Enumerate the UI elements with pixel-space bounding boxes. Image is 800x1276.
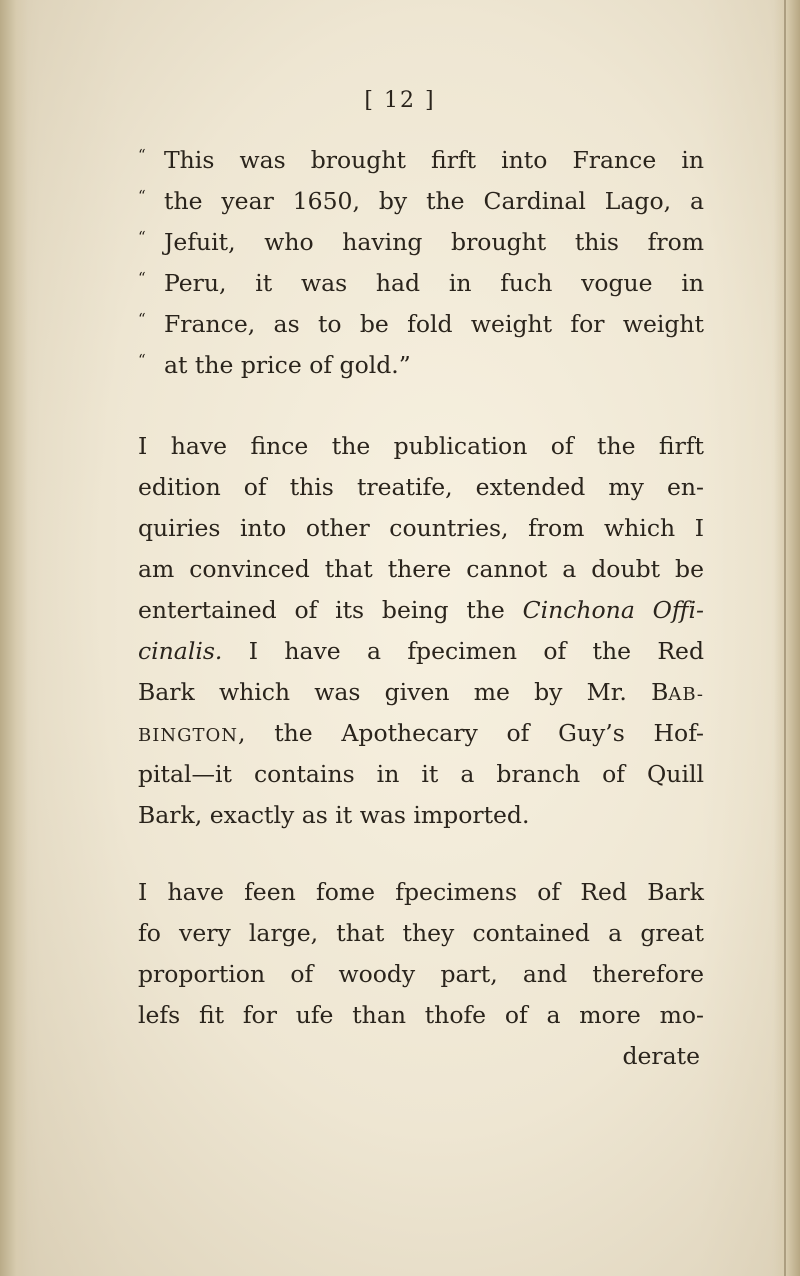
quote-mark: “ (138, 228, 146, 246)
quote-line-2 (138, 181, 704, 222)
quote-line-1 (138, 140, 704, 181)
paragraph-1-line-8 (138, 713, 704, 754)
paragraph-1-line-3: quiries into other countries, from which I (138, 514, 704, 542)
paragraph-1-line-2: edition of this treatife, extended my en- (138, 473, 704, 501)
paragraph-2-line-2: fo very large, that they contained a great (138, 919, 704, 947)
quote-mark: “ (138, 310, 146, 328)
quote-line-3 (138, 222, 704, 263)
quote-text: Peru, it was had in fuch vogue in (164, 269, 704, 297)
page-right-edge (774, 0, 800, 1276)
paragraph-1-line-5 (138, 590, 704, 631)
catchword: derate (622, 1042, 700, 1070)
small-caps-name: AB- (668, 684, 704, 705)
text-block (138, 140, 704, 1077)
text-run: , the Apothecary of Guy’s Hof- (237, 719, 704, 747)
paragraph-2-line-3: proportion of woody part, and therefore (138, 960, 704, 988)
small-caps-name: BINGTON (138, 725, 238, 746)
paragraph-1-line-6 (138, 631, 704, 672)
quote-line-5 (138, 304, 704, 345)
paragraph-1-line-7 (138, 672, 704, 713)
quote-mark: “ (138, 351, 146, 369)
paragraph-1-line-9: pital—it contains in it a branch of Quill (138, 760, 704, 788)
species-name-italic: Cinchona Offi- (522, 596, 704, 624)
quote-mark: “ (138, 269, 146, 287)
quote-text: France, as to be fold weight for weight (164, 310, 704, 338)
paragraph-2-line-4: lefs fit for ufe than thofe of a more mo- (138, 1001, 704, 1029)
page-number: [ 12 ] (364, 88, 436, 113)
text-run: I have a fpecimen of the Red (222, 637, 704, 665)
text-run: entertained of its being the (138, 596, 505, 624)
paragraph-1-line-10: Bark, exactly as it was imported. (138, 801, 530, 829)
quote-text: Jefuit, who having brought this from (164, 228, 704, 256)
paragraph-1-line-1: I have fince the publication of the firft (138, 432, 704, 460)
text-run: Bark which was given me by Mr. B (138, 678, 669, 706)
paragraph-1-line-4: am convinced that there cannot a doubt be (138, 555, 704, 583)
binding-line (784, 0, 786, 1276)
quote-text: This was brought firft into France in (164, 146, 704, 174)
paragraph-gap (138, 386, 704, 426)
quote-text: the year 1650, by the Cardinal Lago, a (164, 187, 704, 215)
paragraph-2-line-1: I have feen fome fpecimens of Red Bark (138, 878, 704, 906)
paragraph-gap (138, 836, 704, 872)
page-left-edge (0, 0, 28, 1276)
quote-line-6 (138, 345, 704, 386)
quote-mark: “ (138, 187, 146, 205)
quote-line-4 (138, 263, 704, 304)
species-name-italic: cinalis. (138, 637, 223, 665)
quote-text: at the price of gold.” (164, 351, 411, 379)
quote-mark: “ (138, 146, 146, 164)
